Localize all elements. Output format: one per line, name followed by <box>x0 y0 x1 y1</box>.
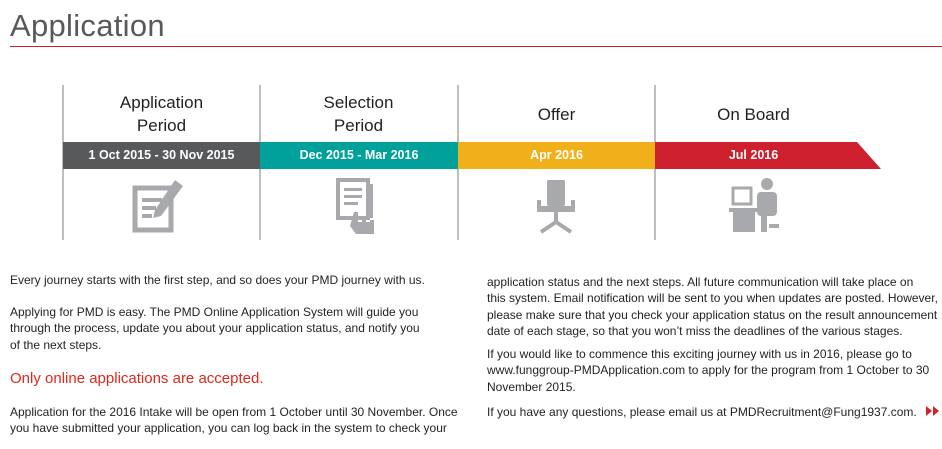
stage-dates-onboard: Jul 2016 <box>728 148 779 162</box>
intro-paragraph: Every journey starts with the first step, and so does your PMD journey with us. <box>10 273 425 287</box>
stage-dates-offer: Apr 2016 <box>458 142 655 169</box>
stage-heading-selection: Selection Period <box>323 93 394 135</box>
document-hand-icon <box>330 176 390 236</box>
commence-paragraph: If you would like to commence this exciting journey with us in 2016, please go to www.funggroup-PMDApplication.com to apply for the program from 1 October to 30 November 2015. <box>487 347 930 394</box>
online-only-notice: Only online applications are accepted. <box>10 370 264 387</box>
person-at-desk-icon <box>725 176 785 236</box>
stage-dates-application: 1 Oct 2015 - 30 Nov 2015 <box>63 142 260 169</box>
apply-paragraph: Applying for PMD is easy. The PMD Online Application System will guide you through the process, update you about your application status, and notify you of the next steps. <box>10 305 420 352</box>
intake-paragraph: Application for the 2016 Intake will be open from 1 October until 30 November. Once you have submitted your application, you can log back in the system to check your <box>10 405 458 436</box>
page-title: Application <box>10 8 165 43</box>
stage-heading-onboard: On Board <box>717 105 790 124</box>
form-pencil-icon <box>131 176 191 236</box>
stage-heading-offer: Offer <box>537 105 576 124</box>
double-arrow-right-icon[interactable] <box>926 406 940 416</box>
stage-heading-application: Application Period <box>119 93 204 135</box>
status-paragraph: application status and the next steps. All future communication will take place on this system. Email notification will be sent to you when updates are posted. However, please make sure that you check your application status on the result announcement date of each stage, so that you won’t miss the deadlines of the various stages. <box>487 275 938 338</box>
stage-dates-selection: Dec 2015 - Mar 2016 <box>260 142 458 169</box>
contact-paragraph: If you have any questions, please email us at PMDRecruitment@Fung1937.com. <box>487 404 940 420</box>
title-divider <box>10 46 942 47</box>
office-chair-icon <box>527 176 587 236</box>
